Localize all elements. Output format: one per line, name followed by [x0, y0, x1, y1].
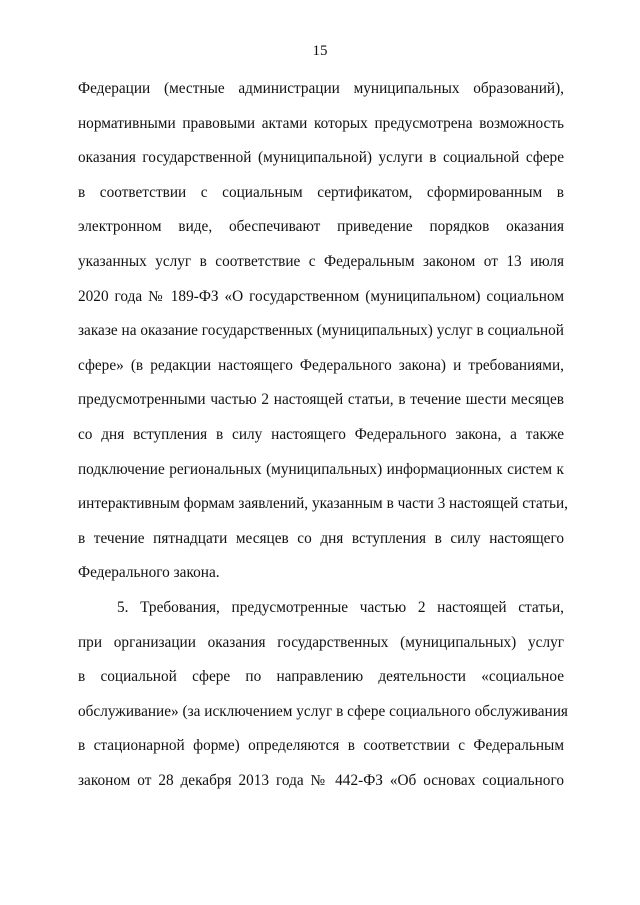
- text-line: сфере» (в редакции настоящего Федерального закона) и требованиями,: [78, 356, 564, 374]
- text-line: со дня вступления в силу настоящего Федерального закона, а также: [78, 425, 564, 443]
- text-line: заказе на оказание государственных (муниципальных) услуг в социальной: [78, 322, 564, 340]
- text-line: в стационарной форме) определяются в соответствии с Федеральным: [78, 737, 564, 755]
- text-line: 5. Требования, предусмотренные частью 2 настоящей статьи,: [117, 599, 564, 616]
- text-line: предусмотренными частью 2 настоящей статьи, в течение шести месяцев: [78, 391, 564, 409]
- text-line: в соответствии с социальным сертификатом, сформированным в: [78, 183, 564, 201]
- text-line: 2020 года № 189-ФЗ «О государственном (муниципальном) социальном: [78, 287, 564, 305]
- text-line: при организации оказания государственных (муниципальных) услуг: [78, 633, 564, 651]
- paragraph-1: [78, 79, 569, 598]
- text-line: нормативными правовыми актами которых предусмотрена возможность: [78, 114, 564, 132]
- text-line: в социальной сфере по направлению деятельности «социальное: [78, 668, 564, 686]
- text-line: Федерации (местные администрации муниципальных образований),: [78, 80, 564, 97]
- text-line: Федерального закона.: [78, 564, 220, 582]
- text-line: оказания государственной (муниципальной) услуги в социальной сфере: [78, 149, 564, 167]
- text-line: подключение региональных (муниципальных) информационных систем к: [78, 460, 564, 478]
- text-line: законом от 28 декабря 2013 года № 442-ФЗ «Об основах социального: [78, 771, 564, 789]
- text-line: в течение пятнадцати месяцев со дня вступления в силу настоящего: [78, 529, 564, 547]
- text-line: интерактивным формам заявлений, указанным в части 3 настоящей статьи,: [78, 495, 569, 513]
- page-number: 15: [312, 43, 328, 59]
- text-line: обслуживание» (за исключением услуг в сфере социального обслуживания: [78, 702, 568, 720]
- text-line: электронном виде, обеспечивают приведение порядков оказания: [78, 218, 564, 236]
- paragraph-2: [78, 598, 568, 806]
- text-line: указанных услуг в соответствие с Федеральным законом от 13 июля: [78, 252, 564, 270]
